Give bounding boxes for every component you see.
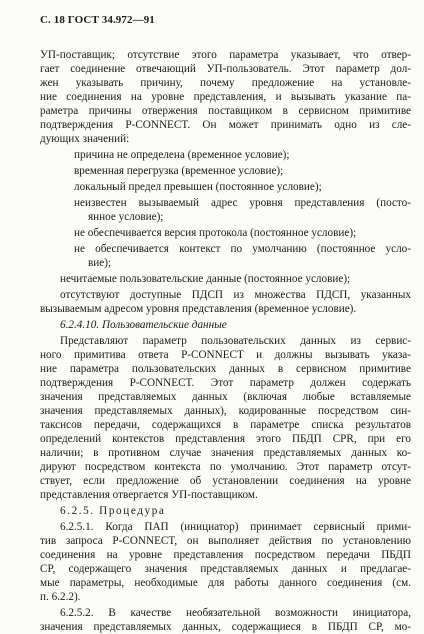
text-line: тив запроса P-CONNECT, он выполняет действия по установлению [40, 535, 411, 547]
text-line: подтверждения P-CONNECT. Этот параметр должен содержать [40, 377, 411, 389]
list-item: локальный предел превышен (постоянное условие); [74, 181, 322, 193]
text-line: соединения на уровне представления посредством передачи ПБДП [40, 549, 411, 561]
text-line: мые параметры, необходимые для работы данного соединения (см. [40, 577, 411, 589]
page-header: С. 18 ГОСТ 34.972—91 [40, 14, 155, 26]
text-line: CP, содержащего значения представляемых данных и предлагае- [40, 563, 411, 575]
text-line: УП-поставщик; отсутствие этого параметра указывает, что отвер- [40, 49, 411, 61]
list-item: не обеспечивается версия протокола (постоянное условие); [74, 227, 357, 239]
list-item-cont: янное условие); [88, 211, 164, 223]
list-item: временная перегрузка (временное условие); [74, 165, 284, 177]
text-line: 6.2.5.2. В качестве необязательной возможности инициатора, [60, 607, 411, 619]
section-heading: 6.2.5. Процедура [60, 505, 166, 517]
section-heading: 6.2.4.10. Пользовательские данные [60, 319, 227, 331]
text-line: жен указывать причину, почему предложение на установле- [40, 77, 411, 89]
list-item: неизвестен вызываемый адрес уровня представления (посто- [74, 197, 411, 209]
list-item-cont: вызываемым адресом уровня представления (временное условие). [40, 303, 357, 315]
text-line: определений контекстов представления этого ПБДП CPR, при его [40, 433, 411, 445]
text-line: значения представляемых данных, содержащиеся в ПБДП CP, мо- [40, 621, 411, 633]
text-line: ствует, если предложение об установлении соединения на уровне [40, 475, 411, 487]
text-line: наличии; в противном случае значения представляемых данных ко- [40, 447, 411, 459]
text-line: гает соединение отвечающий УП-пользователь. Этот параметр дол- [40, 63, 411, 75]
list-item: не обеспечивается контекст по умолчанию (постоянное усло- [74, 243, 411, 255]
text-line: 6.2.5.1. Когда ПАП (инициатор) принимает сервисный прими- [60, 521, 411, 533]
text-line: ного примитива ответа P-CONNECT и должны вызывать указа- [40, 349, 411, 361]
text-line: подтверждения P-CONNECT. Он может принимать одно из сле- [40, 119, 411, 131]
text-line: представления отвергается УП-поставщиком. [40, 489, 258, 501]
list-item: отсутствуют доступные ПДСП из множества ПДСП, указанных [60, 289, 411, 301]
text-line: значения представляемых данных (включая любые вставляемые [40, 391, 411, 403]
text-line: дируют посредством контекста по умолчанию. Этот параметр отсут- [40, 461, 411, 473]
list-item: нечитаемые пользовательские данные (постоянное условие); [60, 273, 351, 285]
text-line: ние параметра пользовательских данных в сервисном примитиве [40, 363, 411, 375]
text-line: ние соединения на уровне представления, и вызывать указание па- [40, 91, 411, 103]
list-item-cont: вие); [88, 257, 112, 269]
text-line: таксисов передачи, содержащихся в параметре списка результатов [40, 419, 411, 431]
text-line: п. 6.2.2). [40, 591, 81, 603]
text-line: значения представляемых данных), кодированные посредством син- [40, 405, 411, 417]
list-item: причина не определена (временное условие); [74, 149, 290, 161]
text-line: Представляют параметр пользовательских данных из сервис- [60, 335, 411, 347]
text-line: раметра причины отвержения поставщиком в сервисном примитиве [40, 105, 411, 117]
text-line: дующих значений: [40, 133, 130, 145]
